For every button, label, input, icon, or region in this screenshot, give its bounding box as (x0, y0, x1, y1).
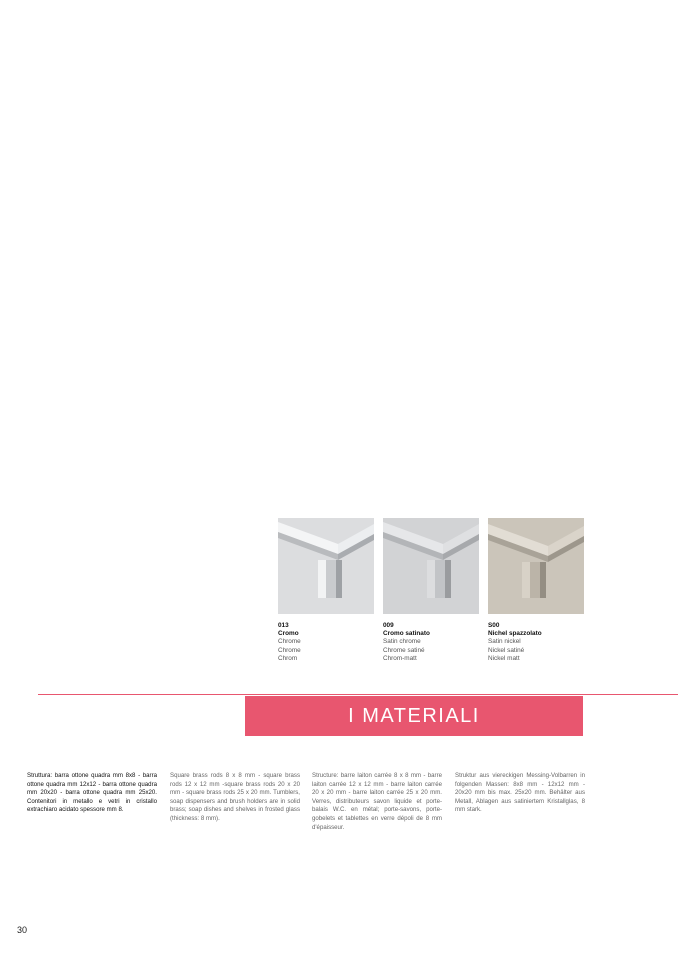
finish-name-en: Chrome (278, 638, 301, 646)
finish-code: S00 (488, 622, 500, 629)
page-number: 30 (17, 925, 28, 935)
finish-swatch-chrome (278, 518, 374, 614)
finish-name-it: Cromo (278, 630, 299, 638)
finish-label-chrome (278, 622, 301, 663)
finish-swatch-satin-nickel (488, 518, 584, 614)
finish-name-fr: Nickel satiné (488, 646, 525, 654)
finish-name-de: Chrom-matt (383, 654, 417, 662)
finish-name-de: Nickel matt (488, 654, 520, 662)
finish-name-de: Chrom (278, 654, 298, 662)
finish-code: 009 (383, 622, 394, 629)
finish-name-fr: Chrome satiné (383, 646, 425, 654)
finish-name-it: Nichel spazzolato (488, 630, 542, 638)
finish-label-satin-nickel (488, 622, 542, 663)
section-title-banner (245, 696, 583, 736)
finish-label-satin-chrome (383, 622, 430, 663)
finish-name-en: Satin nickel (488, 638, 521, 646)
description-french: Structure: barre laiton carrée 8 x 8 mm - barre laiton carrée 12 x 12 mm - barre laiton carrée 20 x 20 mm - barre laiton carrée 25 x 20 mm. Verres, distributeurs savon liquide et porte-balais W.C. en métal; porte-savons, porte-gobelets et tablettes en verre dépoli de 8 mm d'épaisseur. (312, 772, 442, 831)
section-title: I MATERIALI (348, 704, 480, 727)
description-english: Square brass rods 8 x 8 mm - square brass rods 12 x 12 mm -square brass rods 20 x 20 mm - square brass rods 25 x 20 mm. Tumblers, soap dispensers and brush holders are in solid brass; soap dishes and shelves in frosted glass (thickness: 8 mm). (170, 772, 300, 822)
description-german: Struktur aus viereckigen Messing-Volbarren in folgenden Massen: 8x8 mm - 12x12 mm - 20x20 mm bis max. 25x20 mm. Behälter aus Metall, Ablagen aus satiniertem Kristallglas, 8 mm stark. (455, 772, 585, 814)
finish-swatch-satin-chrome (383, 518, 479, 614)
description-italian: Struttura: barra ottone quadra mm 8x8 - barra ottone quadra mm 12x12 - barra ottone quadra mm 20x20 - barra ottone quadra mm 25x20. Contenitori in metallo e vetri in cristallo extrachiaro acidato spessore mm 8. (27, 772, 157, 814)
finish-name-fr: Chrome (278, 646, 301, 654)
finish-code: 013 (278, 622, 289, 629)
section-divider (38, 694, 678, 695)
finish-name-it: Cromo satinato (383, 630, 430, 638)
finish-name-en: Satin chrome (383, 638, 421, 646)
